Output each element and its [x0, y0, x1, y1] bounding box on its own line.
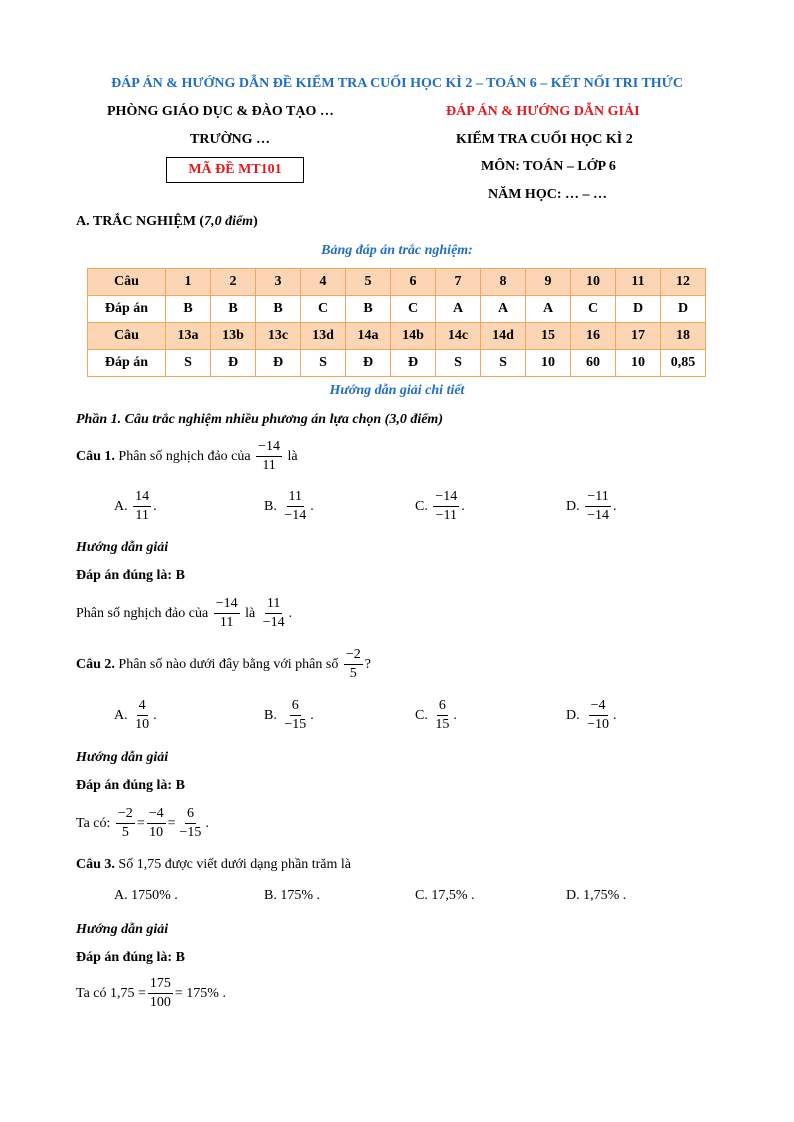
q1-answer: Đáp án đúng là: B	[76, 568, 185, 583]
q2-option-c: C. $\frac{6}{15}$ .	[415, 698, 457, 733]
q3-option-c: C. 17,5% .	[415, 888, 475, 903]
q1-option-b: B. $\frac{11}{-14}$ .	[264, 489, 314, 524]
table-row: Đáp án B B B C B C A A A C D D	[88, 296, 706, 323]
question-1: Câu 1. Phân số nghịch đảo của $\frac{-14}{11}$ là	[76, 439, 298, 474]
subject-name: MÔN: TOÁN – LỚP 6	[481, 159, 616, 174]
q3-answer: Đáp án đúng là: B	[76, 950, 185, 965]
q1-solution: Phân số nghịch đảo của $\frac{-14}{11}$ là $\frac{11}{-14}$ .	[76, 596, 293, 631]
question-3: Câu 3. Số 1,75 được viết dưới dạng phần trăm là	[76, 857, 351, 872]
table-caption: Bảng đáp án trắc nghiệm:	[321, 243, 473, 258]
department-name: PHÒNG GIÁO DỤC & ĐÀO TẠO …	[107, 104, 334, 119]
q3-solution: Ta có 1,75 = $\frac{175}{100}$ = 175% .	[76, 976, 226, 1011]
question-2: Câu 2. Phân số nào dưới đây bằng với phân số $\frac{-2}{5}$ ?	[76, 647, 371, 682]
answer-guide-heading: ĐÁP ÁN & HƯỚNG DẪN GIẢI	[446, 104, 640, 119]
section-a-title: A. TRẮC NGHIỆM (7,0 điểm)	[76, 214, 258, 229]
q3-option-d: D. 1,75% .	[566, 888, 627, 903]
q3-option-a: A. 1750% .	[114, 888, 178, 903]
detail-caption: Hướng dẫn giải chi tiết	[329, 383, 465, 398]
q3-option-b: B. 175% .	[264, 888, 320, 903]
q2-solution: Ta có: $\frac{-2}{5}$ = $\frac{-4}{10}$ = $\frac{6}{-15}$ .	[76, 806, 209, 841]
fraction: $\frac{-14}{11}$	[258, 439, 281, 474]
answer-table	[87, 268, 706, 377]
q2-answer: Đáp án đúng là: B	[76, 778, 185, 793]
q2-option-a: A. $\frac{4}{10}$ .	[114, 698, 157, 733]
q2-guide-label: Hướng dẫn giải	[76, 750, 169, 765]
table-row: Đáp án S Đ Đ S Đ Đ S S 10 60 10 0,85	[88, 350, 706, 377]
table-row: Câu 13a 13b 13c 13d 14a 14b 14c 14d 15 16 17 18	[88, 323, 706, 350]
part1-title: Phần 1. Câu trắc nghiệm nhiều phương án lựa chọn (3,0 điểm)	[76, 412, 443, 427]
q2-option-d: D. $\frac{-4}{-10}$ .	[566, 698, 617, 733]
exam-name: KIỂM TRA CUỐI HỌC KÌ 2	[456, 132, 633, 147]
exam-code-box: MÃ ĐỀ MT101	[166, 157, 304, 183]
table-row: Câu 1 2 3 4 5 6 7 8 9 10 11 12	[88, 269, 706, 296]
q2-option-b: B. $\frac{6}{-15}$ .	[264, 698, 314, 733]
school-year: NĂM HỌC: … – …	[488, 187, 607, 202]
q1-option-c: C. $\frac{-14}{-11}$ .	[415, 489, 465, 524]
q3-guide-label: Hướng dẫn giải	[76, 922, 169, 937]
document-title: ĐÁP ÁN & HƯỚNG DẪN ĐỀ KIỂM TRA CUỐI HỌC KÌ 2 – TOÁN 6 – KẾT NỐI TRI THỨC	[111, 76, 683, 91]
q1-option-d: D. $\frac{-11}{-14}$ .	[566, 489, 617, 524]
school-name: TRƯỜNG …	[190, 132, 270, 147]
q1-option-a: A. $\frac{14}{11}$ .	[114, 489, 157, 524]
q1-guide-label: Hướng dẫn giải	[76, 540, 169, 555]
